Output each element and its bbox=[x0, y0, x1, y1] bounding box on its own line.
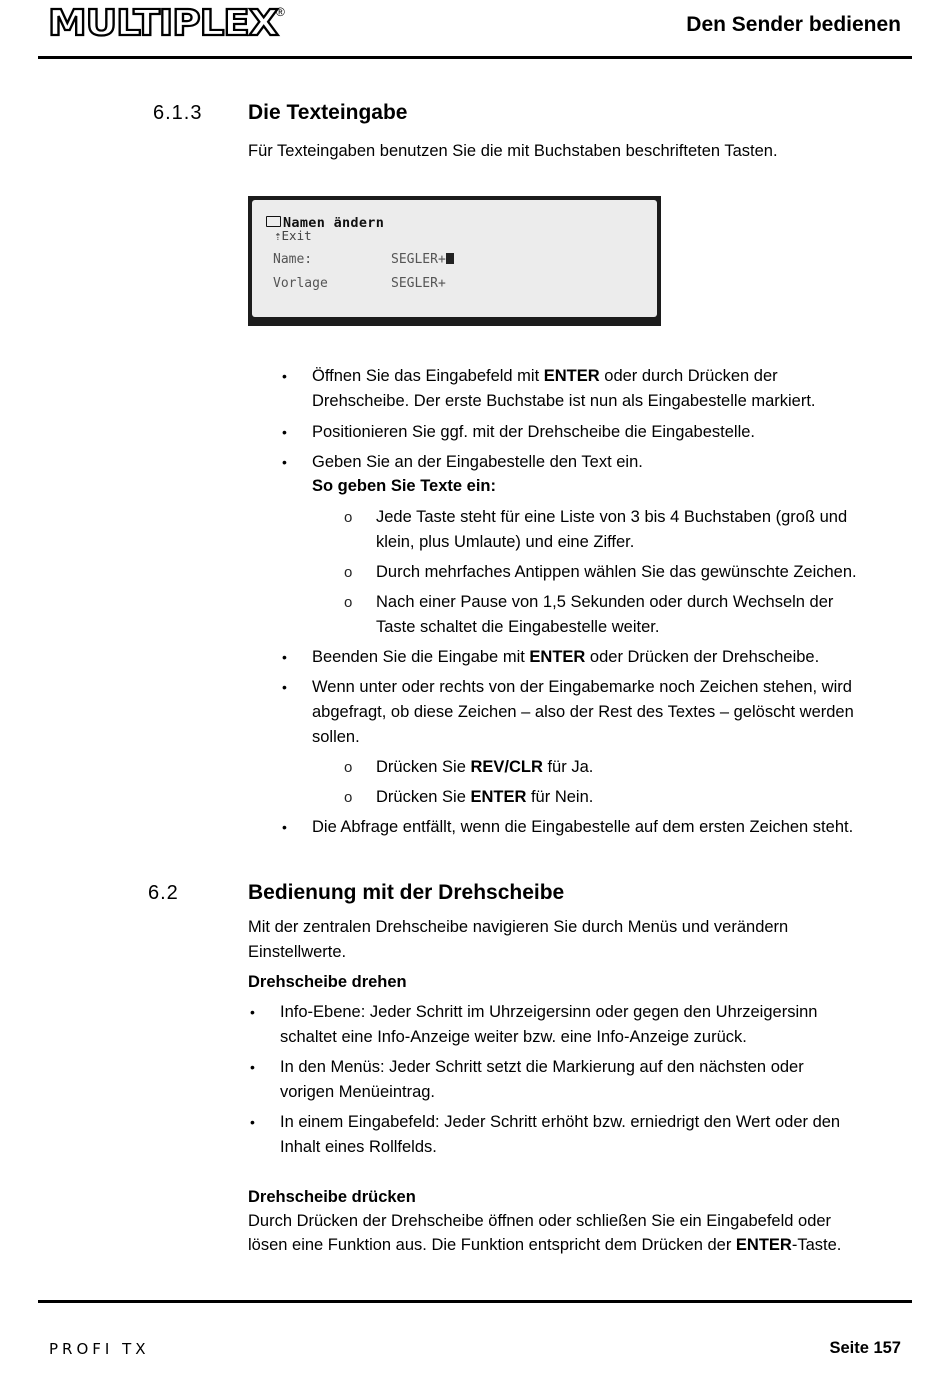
subsection-title: Drehscheibe drücken bbox=[248, 1188, 416, 1206]
registered-mark: ® bbox=[276, 5, 285, 19]
paragraph: Einstellwerte. bbox=[248, 943, 347, 961]
sub-list-item: Taste schaltet die Eingabestelle weiter. bbox=[376, 618, 660, 636]
list-item: vorigen Menüeintrag. bbox=[280, 1083, 436, 1101]
list-subheading: So geben Sie Texte ein: bbox=[312, 477, 496, 495]
bullet: • bbox=[250, 1059, 255, 1075]
sub-bullet: o bbox=[344, 594, 353, 611]
lcd-screen bbox=[252, 200, 657, 317]
lcd-template-value: SEGLER+ bbox=[391, 276, 446, 291]
bullet: • bbox=[282, 454, 287, 470]
section-number: 6.1.3 bbox=[153, 102, 203, 124]
list-item: Öffnen Sie das Eingabefeld mit ENTER oder durch Drücken der bbox=[312, 367, 778, 385]
bullet: • bbox=[282, 679, 287, 695]
sub-list-item: Drücken Sie ENTER für Nein. bbox=[376, 788, 594, 806]
lcd-exit: ⇡Exit bbox=[274, 228, 312, 243]
list-item: Info-Ebene: Jeder Schritt im Uhrzeigersinn oder gegen den Uhrzeigersinn bbox=[280, 1003, 818, 1021]
lcd-screenshot bbox=[248, 196, 661, 326]
list-item: sollen. bbox=[312, 728, 360, 746]
sub-list-item: Drücken Sie REV/CLR für Ja. bbox=[376, 758, 594, 776]
lcd-name-label: Name: bbox=[273, 252, 313, 267]
lcd-title: Namen ändern bbox=[266, 215, 384, 231]
list-item: In den Menüs: Jeder Schritt setzt die Markierung auf den nächsten oder bbox=[280, 1058, 804, 1076]
bullet: • bbox=[282, 819, 287, 835]
sub-list-item: Durch mehrfaches Antippen wählen Sie das gewünschte Zeichen. bbox=[376, 563, 857, 581]
paragraph: Durch Drücken der Drehscheibe öffnen oder schließen Sie ein Eingabefeld oder bbox=[248, 1212, 832, 1230]
section-intro: Für Texteingaben benutzen Sie die mit Buchstaben beschrifteten Tasten. bbox=[248, 142, 778, 160]
list-item: Wenn unter oder rechts von der Eingabemarke noch Zeichen stehen, wird bbox=[312, 678, 852, 696]
header-title: Den Sender bedienen bbox=[686, 13, 901, 36]
lcd-name-value: SEGLER+ bbox=[391, 252, 454, 267]
section-number: 6.2 bbox=[148, 882, 179, 904]
page-number: Seite 157 bbox=[829, 1339, 901, 1357]
sub-bullet: o bbox=[344, 564, 353, 581]
header-rule bbox=[38, 56, 912, 59]
list-item: Die Abfrage entfällt, wenn die Eingabestelle auf dem ersten Zeichen steht. bbox=[312, 818, 854, 836]
list-item: Drehscheibe. Der erste Buchstabe ist nun als Eingabestelle markiert. bbox=[312, 392, 816, 410]
bullet: • bbox=[250, 1004, 255, 1020]
subsection-title: Drehscheibe drehen bbox=[248, 973, 407, 991]
paragraph: Mit der zentralen Drehscheibe navigieren Sie durch Menüs und verändern bbox=[248, 918, 789, 936]
return-arrow-icon: ⇡ bbox=[274, 228, 282, 243]
list-item: Geben Sie an der Eingabestelle den Text ein. bbox=[312, 453, 643, 471]
section-title: Die Texteingabe bbox=[248, 101, 408, 124]
bullet: • bbox=[282, 368, 287, 384]
text-cursor bbox=[446, 253, 454, 264]
list-item: Positionieren Sie ggf. mit der Drehscheibe die Eingabestelle. bbox=[312, 423, 756, 441]
list-item: Inhalt eines Rollfelds. bbox=[280, 1138, 437, 1156]
multiplex-logo: MULTIPLEX bbox=[48, 3, 278, 44]
bullet: • bbox=[282, 649, 287, 665]
sub-bullet: o bbox=[344, 759, 353, 776]
bullet: • bbox=[282, 424, 287, 440]
paragraph: lösen eine Funktion aus. Die Funktion entspricht dem Drücken der ENTER-Taste. bbox=[248, 1236, 842, 1254]
footer-brand: PROFI TX bbox=[49, 1340, 150, 1358]
section-title: Bedienung mit der Drehscheibe bbox=[248, 881, 565, 904]
sub-list-item: Jede Taste steht für eine Liste von 3 bis 4 Buchstaben (groß und bbox=[376, 508, 848, 526]
list-item: In einem Eingabefeld: Jeder Schritt erhöht bzw. erniedrigt den Wert oder den bbox=[280, 1113, 841, 1131]
sub-bullet: o bbox=[344, 789, 353, 806]
footer-rule bbox=[38, 1300, 912, 1303]
list-item: abgefragt, ob diese Zeichen – also der Rest des Textes – gelöscht werden bbox=[312, 703, 854, 721]
sub-list-item: Nach einer Pause von 1,5 Sekunden oder durch Wechseln der bbox=[376, 593, 834, 611]
folder-icon bbox=[266, 216, 281, 227]
list-item: schaltet eine Info-Anzeige weiter bzw. eine Info-Anzeige zurück. bbox=[280, 1028, 747, 1046]
lcd-template-label: Vorlage bbox=[273, 276, 328, 291]
sub-list-item: klein, plus Umlaute) und eine Ziffer. bbox=[376, 533, 635, 551]
list-item: Beenden Sie die Eingabe mit ENTER oder Drücken der Drehscheibe. bbox=[312, 648, 820, 666]
sub-bullet: o bbox=[344, 509, 353, 526]
bullet: • bbox=[250, 1114, 255, 1130]
